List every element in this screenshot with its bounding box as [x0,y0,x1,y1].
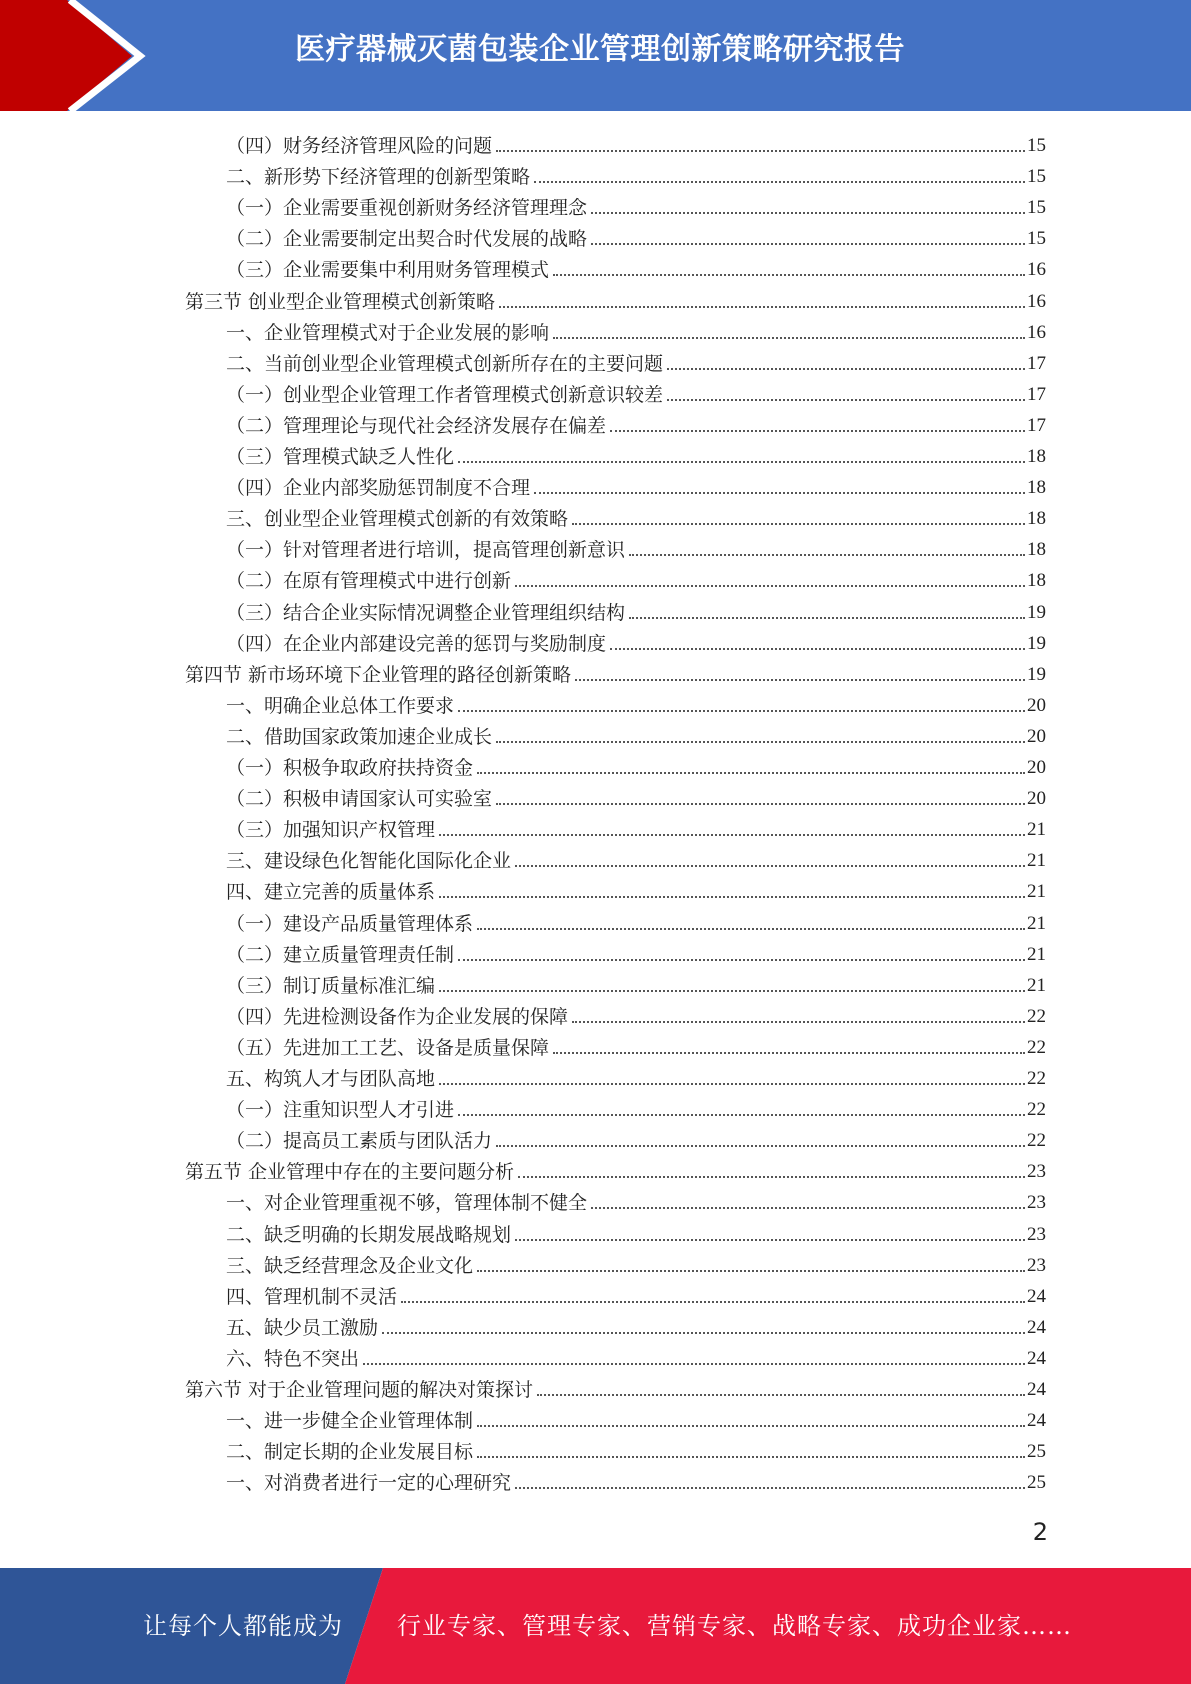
toc-entry-page: 17 [1027,383,1046,405]
toc-entry-page: 23 [1027,1254,1046,1276]
toc-entry[interactable] [226,842,1046,873]
toc-entry-title: 一、对企业管理重视不够，管理体制不健全 [226,1192,588,1215]
toc-dot-leader [439,834,1025,836]
toc-entry-page: 22 [1027,1099,1046,1121]
page-number: 2 [1032,1518,1048,1546]
toc-entry-page: 18 [1027,570,1046,592]
toc-entry-title: 第六节 对于企业管理问题的解决对策探讨 [185,1379,534,1401]
toc-dot-leader [629,617,1025,619]
toc-dot-leader [477,1456,1025,1458]
toc-entry[interactable] [226,376,1046,407]
toc-dot-leader [667,368,1025,370]
toc-entry[interactable] [226,1464,1046,1495]
toc-entry-title: 二、借助国家政策加速企业成长 [226,725,493,748]
toc-dot-leader [496,803,1025,805]
toc-entry[interactable] [226,936,1046,967]
toc-entry[interactable] [226,469,1046,500]
toc-entry[interactable] [185,283,1046,314]
toc-entry-title: （一）注重知识型人才引进 [226,1099,455,1122]
toc-entry-title: 一、企业管理模式对于企业发展的影响 [226,321,550,344]
toc-entry-title: （四）财务经济管理风险的问题 [226,135,493,157]
toc-dot-leader [401,1301,1025,1303]
toc-entry-title: （四）先进检测设备作为企业发展的保障 [226,1005,569,1028]
toc-entry-page: 15 [1027,228,1046,250]
toc-dot-leader [591,1207,1025,1209]
toc-entry-page: 16 [1027,290,1046,312]
toc-entry-page: 15 [1027,135,1046,156]
toc-entry[interactable] [226,562,1046,593]
toc-entry-page: 21 [1027,974,1046,996]
toc-entry-title: 二、缺乏明确的长期发展战略规划 [226,1223,512,1246]
toc-dot-leader [458,959,1025,961]
toc-entry-title: （一）建设产品质量管理体系 [226,912,474,935]
toc-entry-title: （二）积极申请国家认可实验室 [226,788,493,811]
toc-entry-title: （一）积极争取政府扶持资金 [226,757,474,779]
toc-dot-leader [518,1176,1025,1178]
toc-dot-leader [439,1083,1025,1085]
toc-entry-page: 20 [1027,694,1046,716]
toc-dot-leader [439,990,1025,992]
toc-entry-page: 20 [1027,757,1046,778]
toc-entry-page: 22 [1027,1130,1046,1152]
toc-entry-page: 21 [1027,881,1046,903]
toc-entry-page: 24 [1027,1379,1046,1400]
toc-entry-page: 16 [1027,259,1046,281]
toc-entry-title: （四）在企业内部建设完善的惩罚与奖励制度 [226,632,607,655]
toc-entry-page: 23 [1027,1161,1046,1183]
toc-entry[interactable] [226,158,1046,189]
toc-entry[interactable] [226,220,1046,251]
toc-entry[interactable] [226,811,1046,842]
toc-entry-page: 16 [1027,321,1046,343]
toc-entry[interactable] [226,1340,1046,1371]
toc-entry-title: 三、建设绿色化智能化国际化企业 [226,850,512,873]
toc-entry-page: 22 [1027,1036,1046,1058]
toc-entry[interactable] [226,500,1046,531]
toc-entry-page: 23 [1027,1223,1046,1245]
toc-dot-leader [496,741,1025,743]
toc-dot-leader [515,865,1025,867]
toc-entry-page: 18 [1027,539,1046,561]
toc-dot-leader [610,648,1025,650]
toc-entry-title: （三）管理模式缺乏人性化 [226,446,455,468]
toc-entry-page: 25 [1027,1472,1046,1494]
toc-dot-leader [477,1270,1025,1272]
toc-dot-leader [382,1332,1025,1334]
toc-dot-leader [515,1239,1025,1241]
toc-dot-leader [496,1145,1025,1147]
toc-dot-leader [610,430,1025,432]
page-footer [0,1568,1191,1684]
toc-entry[interactable] [226,625,1046,656]
toc-dot-leader [363,1363,1025,1365]
toc-entry-page: 24 [1027,1316,1046,1338]
toc-entry-title: 六、特色不突出 [226,1347,360,1370]
toc-dot-leader [477,772,1025,774]
toc-entry-page: 24 [1027,1347,1046,1369]
toc-entry-page: 22 [1027,1068,1046,1089]
toc-entry-title: （三）企业需要集中利用财务管理模式 [226,259,550,282]
toc-entry-title: （二）提高员工素质与团队活力 [226,1130,493,1153]
toc-entry-title: 五、构筑人才与团队高地 [226,1068,436,1090]
toc-dot-leader [534,492,1025,494]
toc-entry-title: （二）在原有管理模式中进行创新 [226,570,512,593]
toc-entry[interactable] [226,1402,1046,1433]
toc-dot-leader [575,679,1025,681]
toc-entry[interactable] [226,873,1046,904]
toc-entry-page: 15 [1027,166,1046,188]
toc-entry-page: 18 [1027,508,1046,530]
toc-dot-leader [629,554,1025,556]
toc-entry-page: 18 [1027,477,1046,499]
toc-entry-title: （一）企业需要重视创新财务经济管理理念 [226,197,588,220]
toc-dot-leader [458,461,1025,463]
toc-entry-title: 一、进一步健全企业管理体制 [226,1410,474,1433]
toc-dot-leader [553,337,1025,339]
toc-entry-title: （三）加强知识产权管理 [226,819,436,842]
toc-entry-title: 四、建立完善的质量体系 [226,881,436,904]
toc-entry[interactable] [226,718,1046,749]
toc-entry[interactable] [226,1029,1046,1060]
toc-dot-leader [458,710,1025,712]
toc-entry-title: 第三节 创业型企业管理模式创新策略 [185,290,496,313]
toc-entry[interactable] [226,1122,1046,1153]
toc-entry-page: 22 [1027,1005,1046,1027]
toc-entry[interactable] [226,438,1046,469]
toc-entry[interactable] [226,345,1046,376]
toc-entry-page: 21 [1027,943,1046,965]
toc-entry[interactable] [226,780,1046,811]
toc-entry-title: （五）先进加工工艺、设备是质量保障 [226,1036,550,1059]
toc-entry-title: 三、创业型企业管理模式创新的有效策略 [226,508,569,531]
toc-entry-page: 18 [1027,446,1046,467]
toc-entry-title: （三）结合企业实际情况调整企业管理组织结构 [226,601,626,624]
toc-entry-page: 19 [1027,663,1046,685]
toc-entry[interactable] [226,1060,1046,1091]
toc-entry-title: 第五节 企业管理中存在的主要问题分析 [185,1161,515,1184]
toc-entry-page: 21 [1027,819,1046,841]
document-title: 医疗器械灭菌包装企业管理创新策略研究报告 [295,32,905,67]
toc-entry-title: 四、管理机制不灵活 [226,1285,398,1308]
toc-entry-title: 一、对消费者进行一定的心理研究 [226,1472,512,1495]
toc-entry-page: 17 [1027,414,1046,436]
toc-dot-leader [496,150,1025,152]
toc-entry[interactable] [226,749,1046,780]
toc-entry[interactable] [226,531,1046,562]
toc-entry-title: 五、缺少员工激励 [226,1316,379,1339]
toc-entry-title: 二、新形势下经济管理的创新型策略 [226,166,531,189]
footer-slogan-left: 让每个人都能成为 [143,1612,343,1640]
toc-entry-page: 21 [1027,912,1046,934]
toc-entry[interactable] [226,127,1046,158]
toc-entry-title: 一、明确企业总体工作要求 [226,694,455,717]
toc-dot-leader [572,523,1025,525]
toc-entry-page: 19 [1027,632,1046,654]
page-header [0,0,1191,111]
toc-dot-leader [553,274,1025,276]
toc-dot-leader [458,1114,1025,1116]
toc-entry-page: 20 [1027,788,1046,810]
toc-entry-page: 20 [1027,725,1046,747]
toc-entry-page: 21 [1027,850,1046,872]
toc-dot-leader [591,243,1025,245]
toc-entry-page: 25 [1027,1441,1046,1463]
toc-entry-page: 23 [1027,1192,1046,1214]
toc-entry-page: 19 [1027,601,1046,623]
toc-entry-page: 15 [1027,197,1046,219]
toc-dot-leader [515,1487,1025,1489]
toc-entry-title: （二）建立质量管理责任制 [226,943,455,966]
toc-entry-title: （二）企业需要制定出契合时代发展的战略 [226,228,588,251]
footer-slogan-right: 行业专家、管理专家、营销专家、战略专家、成功企业家…… [397,1612,1072,1640]
toc-entry[interactable] [226,1091,1046,1122]
toc-entry[interactable] [226,1184,1046,1215]
toc-entry-title: 第四节 新市场环境下企业管理的路径创新策略 [185,663,572,686]
toc-entry-page: 17 [1027,352,1046,374]
toc-entry[interactable] [226,1278,1046,1309]
toc-entry-title: 二、当前创业型企业管理模式创新所存在的主要问题 [226,352,664,375]
toc-entry[interactable] [185,656,1046,687]
toc-dot-leader [477,1425,1025,1427]
toc-dot-leader [591,212,1025,214]
toc-entry-title: 二、制定长期的企业发展目标 [226,1441,474,1464]
toc-entry[interactable] [226,189,1046,220]
toc-entry-title: （二）管理理论与现代社会经济发展存在偏差 [226,414,607,437]
toc-dot-leader [534,181,1025,183]
toc-entry[interactable] [226,1309,1046,1340]
toc-entry-page: 24 [1027,1285,1046,1307]
toc-entry[interactable] [226,407,1046,438]
toc-entry-page: 24 [1027,1410,1046,1432]
toc-dot-leader [667,399,1025,401]
toc-entry[interactable] [185,1153,1046,1184]
toc-entry-title: （三）制订质量标准汇编 [226,974,436,997]
toc-dot-leader [439,896,1025,898]
toc-entry[interactable] [226,905,1046,936]
toc-entry-title: （一）创业型企业管理工作者管理模式创新意识较差 [226,383,664,406]
toc-entry[interactable] [226,251,1046,282]
toc-entry[interactable] [185,1371,1046,1402]
toc-entry[interactable] [226,998,1046,1029]
toc-dot-leader [499,306,1025,308]
toc-entry-title: （一）针对管理者进行培训，提高管理创新意识 [226,539,626,562]
toc-entry[interactable] [226,1433,1046,1464]
toc-entry[interactable] [226,594,1046,625]
toc-entry[interactable] [226,687,1046,718]
toc-dot-leader [553,1052,1025,1054]
toc-dot-leader [537,1394,1025,1396]
toc-dot-leader [477,928,1025,930]
toc-entry-title: 三、缺乏经营理念及企业文化 [226,1254,474,1277]
toc-entry[interactable] [226,1216,1046,1247]
toc-dot-leader [572,1021,1025,1023]
toc-entry[interactable] [226,967,1046,998]
toc-entry[interactable] [226,314,1046,345]
toc-dot-leader [515,585,1025,587]
toc-entry[interactable] [226,1247,1046,1278]
toc-entry-title: （四）企业内部奖励惩罚制度不合理 [226,477,531,500]
